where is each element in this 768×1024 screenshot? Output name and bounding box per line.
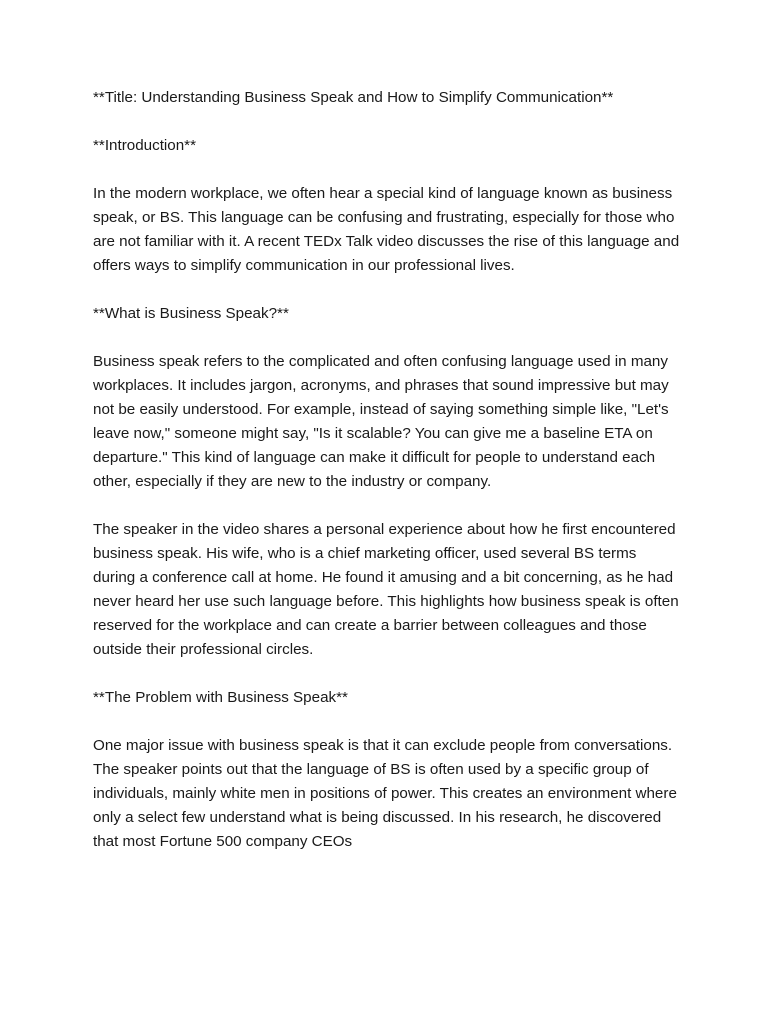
paragraph-business-speak-definition: Business speak refers to the complicated and often confusing language used in many workplaces. It includes jargon, acronyms, and phrases that sound impressive but may not be easily understood. For example, instead of saying something simple like, "Let's leave now," someone might say, "Is it scalable? You can give me a baseline ETA on departure." This kind of language can make it difficult for people to understand each other, especially if they are new to the industry or company. — [93, 353, 669, 490]
document-title: **Title: Understanding Business Speak and How to Simplify Communication** — [93, 89, 614, 106]
section-heading-introduction: **Introduction** — [93, 137, 197, 154]
document-body — [93, 86, 681, 878]
paragraph-problem: One major issue with business speak is that it can exclude people from conversations. The speaker points out that the language of BS is often used by a specific group of individuals, mainly white men in positions of power. This creates an environment where only a select few understand what is being discussed. In his research, he discovered that most Fortune 500 company CEOs — [93, 737, 677, 850]
section-heading-what-is-business-speak: **What is Business Speak?** — [93, 305, 289, 322]
section-heading-problem: **The Problem with Business Speak** — [93, 689, 348, 706]
paragraph-speaker-experience: The speaker in the video shares a personal experience about how he first encountered business speak. His wife, who is a chief marketing officer, used several BS terms during a conference call at home. He found it amusing and a bit concerning, as he had never heard her use such language before. This highlights how business speak is often reserved for the workplace and can create a barrier between colleagues and those outside their professional circles. — [93, 521, 679, 658]
paragraph-introduction: In the modern workplace, we often hear a special kind of language known as business speak, or BS. This language can be confusing and frustrating, especially for those who are not familiar with it. A recent TEDx Talk video discusses the rise of this language and offers ways to simplify communication in our professional lives. — [93, 185, 680, 274]
